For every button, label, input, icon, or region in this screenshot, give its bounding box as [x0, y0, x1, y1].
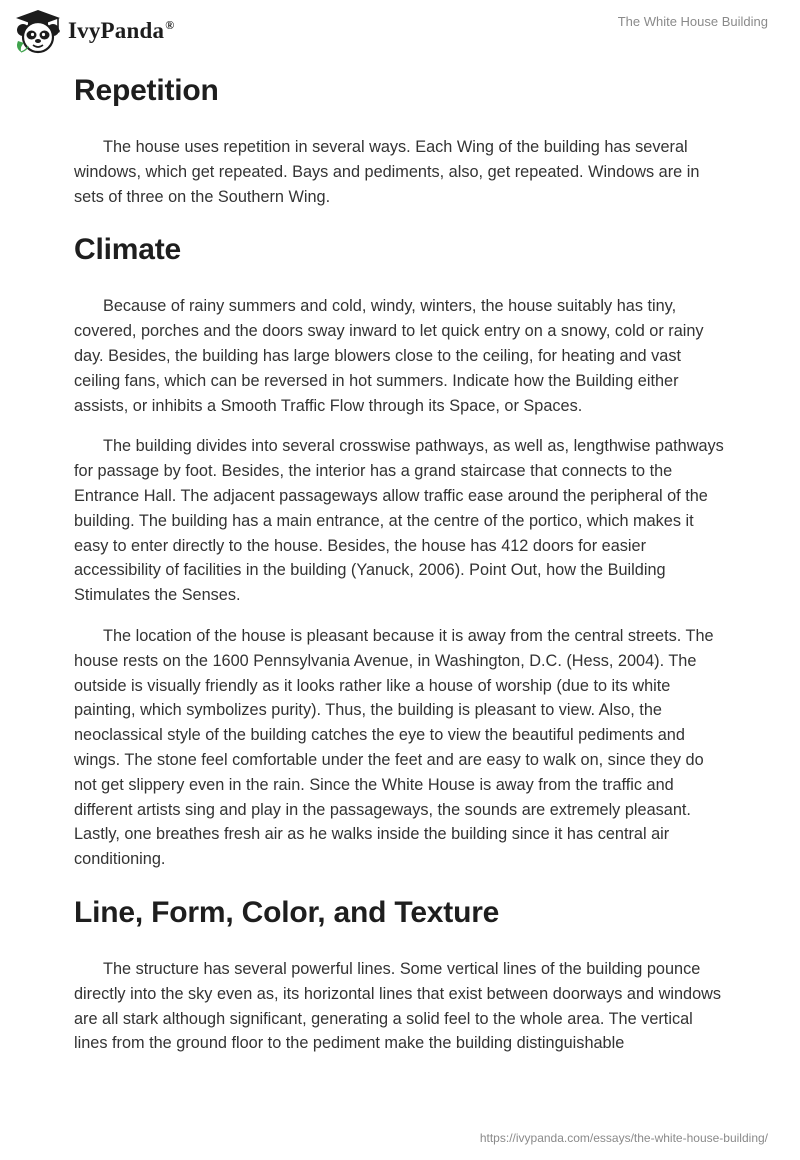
paragraph: Because of rainy summers and cold, windy, winters, the house suitably has tiny, covered, porches and the doors sway inward to let quick entry on a snowy, cold or rainy day. Besides, the building has large blowers close to the ceiling, for heating and vast ceiling fans, which can be reversed in hot summers. Indicate how the Building either assists, or inhibits a Smooth Traffic Flow through its Space, or Spaces. — [74, 297, 704, 415]
section-heading-repetition: Repetition — [74, 74, 219, 107]
section-heading-climate: Climate — [74, 233, 181, 267]
paragraph: The location of the house is pleasant because it is away from the central streets. The house rests on the 1600 Pennsylvania Avenue, in Washington, D.C. (Hess, 2004). The outside is visually friendly as it looks rather like a house of worship (due to its white painting, which symbolizes purity). Thus, the building is pleasant to view. Also, the neoclassical style of the building catches the eye to view the beautiful pediments and wings. The stone feel comfortable under the feet and are easy to walk on, since they do not get slippery even in the rain. Since the White House is away from the traffic and different artists sing and play in the passageways, the sounds are extremely pleasant. Lastly, one breathes fresh air as he walks inside the building since it has central air conditioning. — [74, 626, 714, 869]
document-title: The White House Building — [617, 14, 768, 29]
panda-mascot-icon — [14, 8, 62, 54]
essay-content — [74, 68, 726, 1056]
paragraph: The structure has several powerful lines. Some vertical lines of the building pounce directly into the sky even as, its horizontal lines that exist between doorways and windows are all stark although significant, generating a solid feel to the whole area. The vertical lines from the ground floor to the pediment make the building distinguishable — [74, 959, 722, 1053]
paragraph: The house uses repetition in several ways. Each Wing of the building has several windows, which get repeated. Bays and pediments, also, get repeated. Windows are in sets of three on the Southern Wing. — [74, 138, 700, 206]
section-heading-line-form-color-texture: Line, Form, Color, and Texture — [74, 895, 500, 929]
source-url[interactable]: https://ivypanda.com/essays/the-white-house-building/ — [479, 1131, 768, 1145]
logo-text: IvyPanda® — [68, 18, 175, 43]
paragraph: The building divides into several crosswise pathways, as well as, lengthwise pathways for passage by foot. Besides, the interior has a grand staircase that connects to the Entrance Hall. The adjacent passageways allow traffic ease around the peripheral of the building. The building has a main entrance, at the centre of the portico, which makes it easy to enter directly to the house. Besides, the house has 412 doors for easier accessibility of facilities in the building (Yanuck, 2006). Point Out, how the Building Stimulates the Senses. — [74, 437, 724, 605]
ivypanda-logo[interactable] — [14, 8, 174, 54]
page-header — [0, 0, 800, 60]
